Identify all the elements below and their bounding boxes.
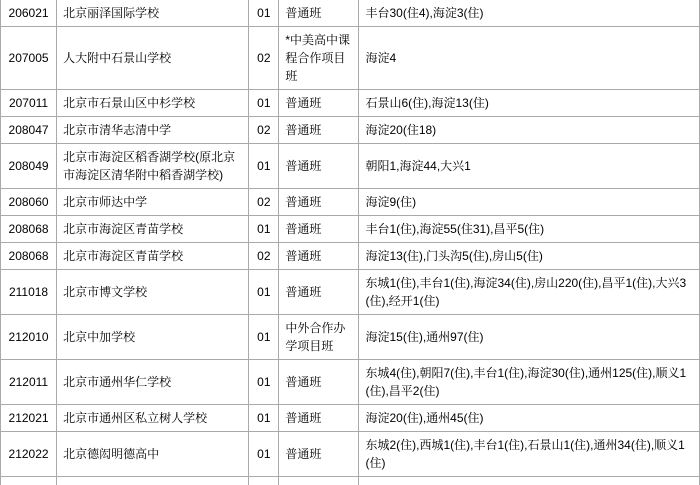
cell-index: 02 [249, 243, 279, 270]
cell-school-code: 208047 [1, 117, 57, 144]
cell-class-type: 普通班 [279, 216, 359, 243]
cell-class-type: 普通班 [279, 270, 359, 315]
cell-school-name: 北京德闳明德高中 [57, 432, 249, 477]
table-row [1, 270, 700, 315]
cell-index: 01 [249, 144, 279, 189]
cell-school-code: 208049 [1, 144, 57, 189]
cell-enrollment-plan: 石景山6(住),海淀13(住) [359, 90, 700, 117]
table-row [1, 243, 700, 270]
table-row [1, 360, 700, 405]
cell-index: 02 [249, 189, 279, 216]
cell-enrollment-plan: 丰台30(住4),海淀3(住) [359, 0, 700, 27]
cell-school-name: 北京市师达中学 [57, 189, 249, 216]
cell-index: 01 [249, 270, 279, 315]
cell-school-code: 212010 [1, 315, 57, 360]
cell-enrollment-plan: 东城2(住),西城1(住),丰台1(住),石景山1(住),通州34(住),顺义1(住) [359, 432, 700, 477]
cell-enrollment-plan: 东城1(住),丰台1(住),海淀34(住),房山220(住),昌平1(住),大兴3(住),经开1(住) [359, 270, 700, 315]
cell-class-type: 普通班 [279, 243, 359, 270]
cell-class-type: 普通班 [279, 405, 359, 432]
cell-index: 01 [249, 432, 279, 477]
table-row [1, 27, 700, 90]
table-body [1, 0, 700, 485]
cell-enrollment-plan: 海淀15(住),通州97(住) [359, 315, 700, 360]
cell-class-type: 中外合作办学项目班 [279, 315, 359, 360]
table-row-partial [1, 477, 700, 485]
cell-index: 02 [249, 117, 279, 144]
table-row [1, 90, 700, 117]
cell-school-code: 212022 [1, 432, 57, 477]
table-row [1, 315, 700, 360]
cell-class-type: 普通班 [279, 90, 359, 117]
cell-enrollment-plan: 海淀9(住) [359, 189, 700, 216]
cell-index: 02 [249, 27, 279, 90]
cell-index [249, 477, 279, 485]
cell-school-code [1, 477, 57, 485]
cell-index: 01 [249, 0, 279, 27]
cell-class-type: 普通班 [279, 0, 359, 27]
cell-enrollment-plan: 海淀13(住),门头沟5(住),房山5(住) [359, 243, 700, 270]
cell-school-name: 北京市通州区私立树人学校 [57, 405, 249, 432]
cell-school-name: 北京市海淀区稻香湖学校(原北京市海淀区清华附中稻香湖学校) [57, 144, 249, 189]
table-row [1, 117, 700, 144]
cell-enrollment-plan [359, 477, 700, 485]
cell-school-name: 北京市清华志清中学 [57, 117, 249, 144]
cell-class-type: 普通班 [279, 360, 359, 405]
cell-school-name: 人大附中石景山学校 [57, 27, 249, 90]
cell-school-code: 207005 [1, 27, 57, 90]
cell-school-name [57, 477, 249, 485]
cell-enrollment-plan: 海淀4 [359, 27, 700, 90]
cell-class-type [279, 477, 359, 485]
table-row [1, 189, 700, 216]
cell-class-type: 普通班 [279, 117, 359, 144]
cell-enrollment-plan: 朝阳1,海淀44,大兴1 [359, 144, 700, 189]
table-row [1, 216, 700, 243]
cell-school-code: 206021 [1, 0, 57, 27]
cell-enrollment-plan: 海淀20(住18) [359, 117, 700, 144]
table-row [1, 432, 700, 477]
cell-enrollment-plan: 丰台1(住),海淀55(住31),昌平5(住) [359, 216, 700, 243]
cell-index: 01 [249, 315, 279, 360]
cell-school-name: 北京市海淀区青苗学校 [57, 216, 249, 243]
cell-index: 01 [249, 90, 279, 117]
cell-school-name: 北京市石景山区中杉学校 [57, 90, 249, 117]
table-row [1, 0, 700, 27]
cell-class-type: 普通班 [279, 189, 359, 216]
cell-school-name: 北京中加学校 [57, 315, 249, 360]
cell-class-type: 普通班 [279, 144, 359, 189]
cell-index: 01 [249, 216, 279, 243]
cell-index: 01 [249, 405, 279, 432]
cell-school-name: 北京市海淀区青苗学校 [57, 243, 249, 270]
cell-enrollment-plan: 海淀20(住),通州45(住) [359, 405, 700, 432]
table-row [1, 405, 700, 432]
cell-school-name: 北京丽泽国际学校 [57, 0, 249, 27]
cell-school-code: 208068 [1, 243, 57, 270]
cell-school-code: 207011 [1, 90, 57, 117]
cell-school-name: 北京市通州华仁学校 [57, 360, 249, 405]
cell-class-type: *中美高中课程合作项目班 [279, 27, 359, 90]
cell-enrollment-plan: 东城4(住),朝阳7(住),丰台1(住),海淀30(住),通州125(住),顺义1(住),昌平2(住) [359, 360, 700, 405]
cell-school-code: 208068 [1, 216, 57, 243]
cell-school-code: 212011 [1, 360, 57, 405]
table-row [1, 144, 700, 189]
cell-school-name: 北京市博文学校 [57, 270, 249, 315]
cell-school-code: 212021 [1, 405, 57, 432]
cell-school-code: 211018 [1, 270, 57, 315]
cell-school-code: 208060 [1, 189, 57, 216]
cell-class-type: 普通班 [279, 432, 359, 477]
cell-index: 01 [249, 360, 279, 405]
